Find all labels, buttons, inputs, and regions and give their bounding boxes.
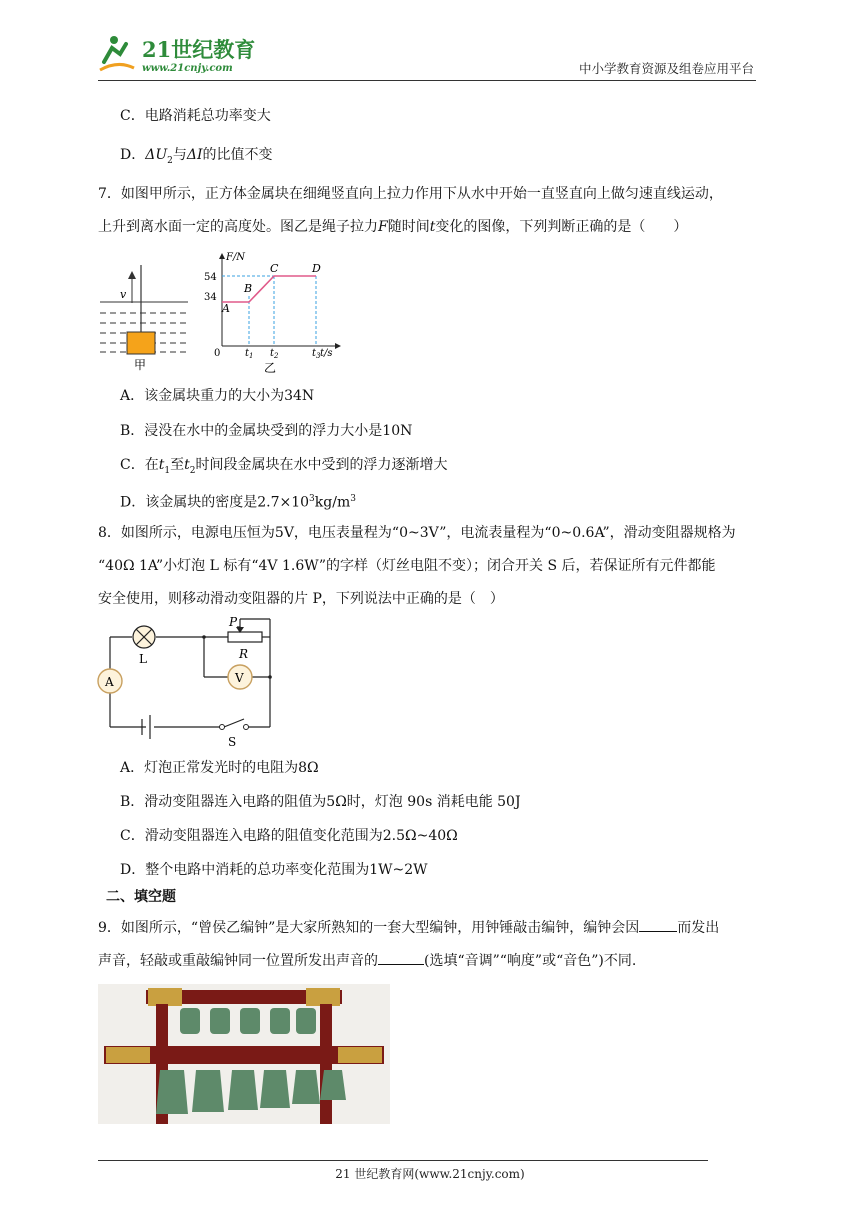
q8-stem-line3: 安全使用，则移动滑动变阻器的片 P，下列说法中正确的是（ ） [98,591,504,607]
logo-main-text: 21世纪教育 [142,37,256,62]
tick-t1: $t_1$ [245,348,254,360]
slider-label: P [229,615,238,629]
tick-t2: $t_2$ [270,348,279,360]
footer-text: 21 世纪教育网(www.21cnjy.com) [335,1167,525,1181]
origin-label: 0 [214,348,221,359]
rheostat-label: R [239,647,249,661]
q7-option-c: C．在$t_1$至$t_2$时间段金属块在水中受到的浮力逐渐增大 [120,457,448,476]
logo-url-text: www.21cnjy.com [142,63,233,74]
q7-option-b: B．浸没在水中的金属块受到的浮力大小是10N [120,423,413,439]
q8-stem-line1: 8．如图所示，电源电压恒为5V，电压表量程为“0~3V”，电流表量程为“0~0.6A”，滑动变阻器规格为 [98,525,736,541]
bianzhong-photo [98,984,390,1124]
metal-cube [127,332,155,354]
x-axis-label: t/s [320,348,333,359]
circuit-diagram [94,615,284,750]
header-platform-text: 中小学教育资源及组卷应用平台 [578,61,754,76]
figure-jia-container [96,255,192,373]
figure-yi-caption: 乙 [264,361,277,375]
rheostat [228,632,262,642]
tick-label-34: 34 [204,292,217,303]
footer-divider [98,1160,708,1161]
point-c-label: C [270,262,279,275]
q7-option-a: A．该金属块重力的大小为34N [120,388,315,404]
q6-option-d: D．$\Delta U_2$与ΔI的比值不变 [120,147,273,166]
velocity-label: v [120,288,127,301]
figure-yi-graph [200,250,350,378]
tick-t3: $t_3$ [312,348,321,360]
section-title-fill-blank: 二、填空题 [106,889,176,905]
q7-stem-line1: 7．如图甲所示，正方体金属块在细绳竖直向上拉力作用下从水中开始一直竖直向上做匀速直线运动， [98,186,723,202]
voltmeter-label: V [235,671,244,685]
switch-label: S [228,735,237,749]
q8-option-d: D．整个电路中消耗的总功率变化范围为1W~2W [120,862,428,878]
q8-option-a: A．灯泡正常发光时的电阻为8Ω [120,760,319,776]
q8-option-c: C．滑动变阻器连入电路的阻值变化范围为2.5Ω~40Ω [120,828,458,844]
q8-stem-line2: “40Ω 1A”小灯泡 L 标有“4V 1.6W”的字样（灯丝电阻不变）；闭合开关 S 后，若保证所有元件都能 [98,558,716,574]
q7-option-d: D．该金属块的密度是$2.7\times 10^3kg/m^3$ [120,494,356,511]
q9-stem-line1: 9．如图所示，“曾侯乙编钟”是大家所熟知的一套大型编钟，用钟锤敲击编钟，编钟会因 而发出 [98,917,719,938]
tick-label-54: 54 [204,272,217,283]
page-header [98,30,756,81]
q9-stem-line2: 声音，轻敲或重敲编钟同一位置所发出声音的 (选填“音调”“响度”或“音色”)不同. [98,950,636,971]
blank-1[interactable] [639,917,677,932]
y-axis-label: F/N [226,252,246,263]
q7-stem-line2: 上升到离水面一定的高度处。图乙是绳子拉力F随时间t变化的图像，下列判断正确的是（ ） [98,219,688,235]
ammeter-label: A [105,675,114,689]
point-b-label: B [244,282,253,295]
q8-option-b: B．滑动变阻器连入电路的阻值为5Ω时，灯泡 90s 消耗电能 50J [120,794,521,810]
figure-jia-caption: 甲 [134,358,147,372]
point-a-label: A [222,302,230,315]
blank-2[interactable] [378,950,424,965]
logo-21cnjy-icon [98,30,268,76]
point-d-label: D [312,262,321,275]
q6-option-c: C．电路消耗总功率变大 [120,108,271,124]
lamp-label: L [139,652,147,666]
force-line [222,276,316,302]
